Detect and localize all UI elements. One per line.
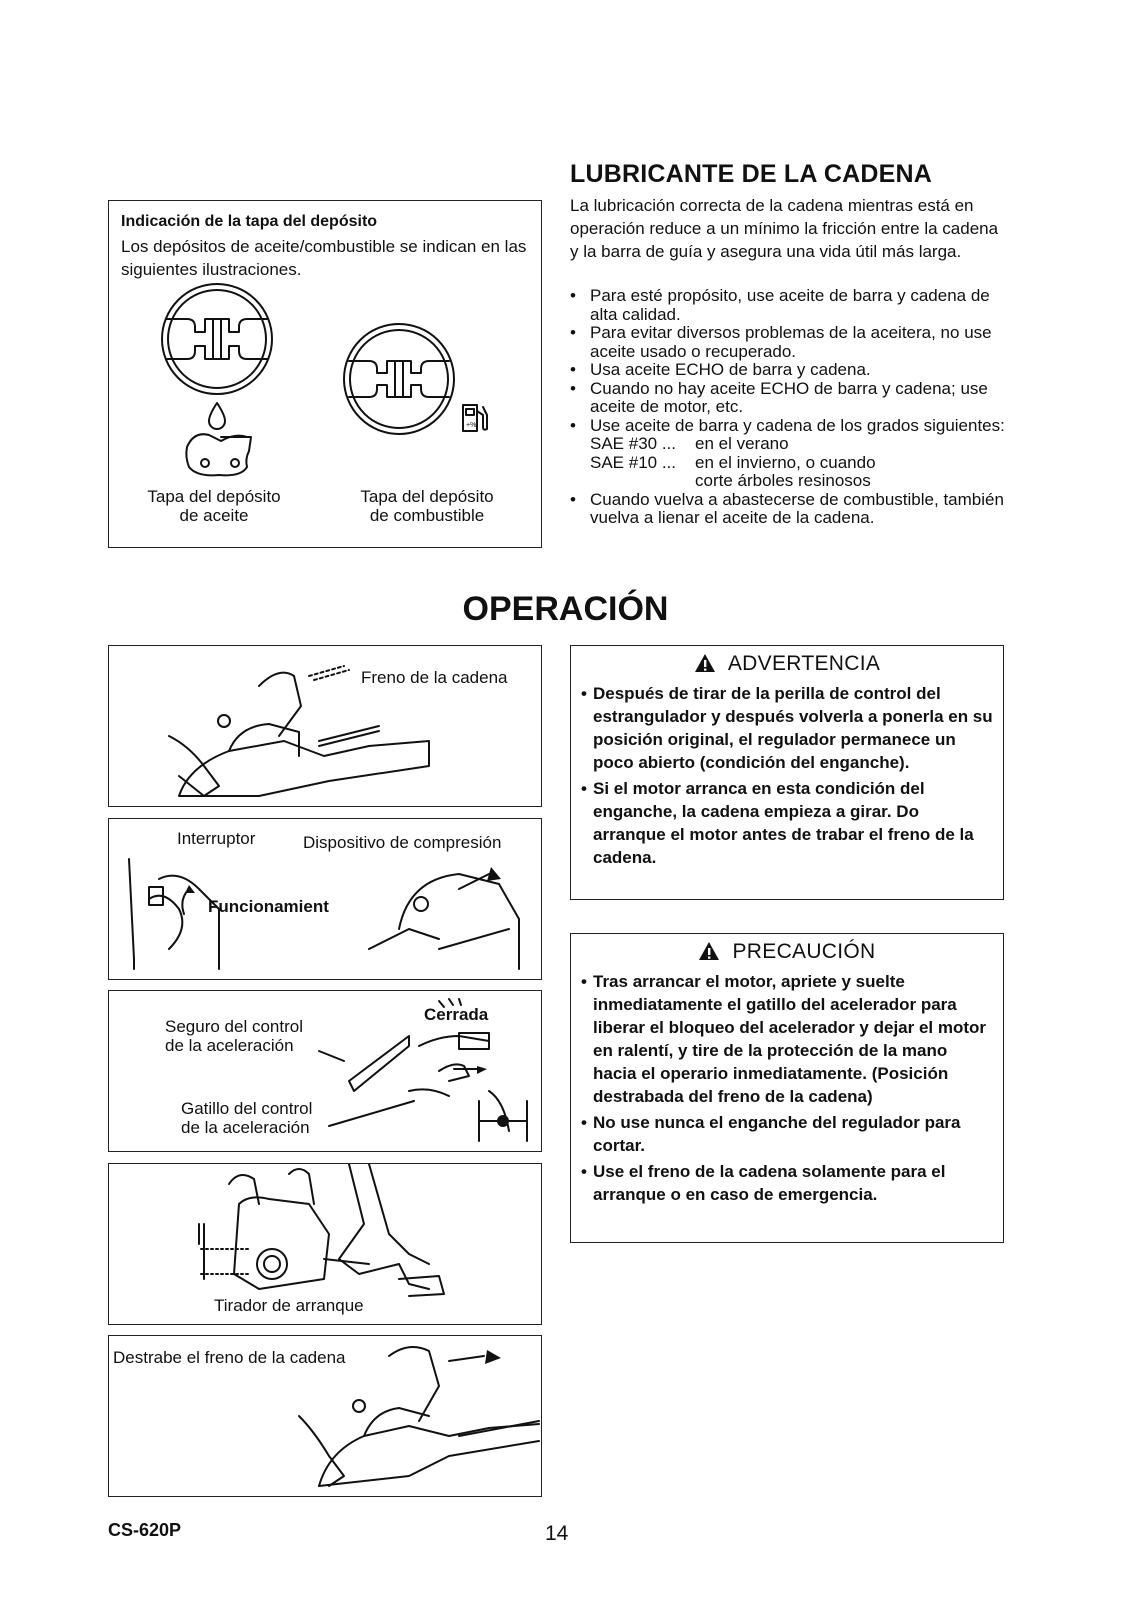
- tank-cap-indication-box: [108, 200, 542, 548]
- throttle-trigger-label-line1: Gatillo del control: [181, 1099, 313, 1118]
- run-position-label: Funcionamient: [208, 897, 329, 916]
- oil-cap-icon: [162, 284, 272, 394]
- throttle-lock-label-line1: Seguro del control: [165, 1017, 303, 1036]
- oil-drop-icon: [209, 403, 225, 429]
- tank-cap-text: Los depósitos de aceite/combustible se indican en las siguientes ilustraciones.: [121, 237, 527, 279]
- closed-label: Cerrada: [424, 1005, 489, 1024]
- list-item: • Si el motor arranca en esta condición del enganche, la cadena empieza a girar. Do arranque el motor antes de trabar el freno de la cadena.: [581, 779, 974, 867]
- lubricant-bullet-list: [570, 287, 1020, 528]
- warning-list: [571, 682, 1003, 878]
- list-item: • Cuando vuelva a abastecerse de combustible, también vuelva a lienar el aceite de la cadena.: [570, 489, 1004, 527]
- figure-switch-decompression: [108, 818, 542, 980]
- caution-title: PRECAUCIÓN: [732, 940, 876, 963]
- oil-cap-label: [114, 487, 314, 525]
- list-item: • Para evitar diversos problemas de la aceitera, no use aceite usado o recuperado.: [570, 323, 992, 361]
- figure-starter-pull: [108, 1163, 542, 1325]
- switch-label: Interruptor: [177, 829, 256, 848]
- throttle-trigger-label-line2: de la aceleración: [181, 1118, 310, 1137]
- svg-text:+%: +%: [466, 422, 477, 429]
- oil-cap-label-line2: de aceite: [179, 506, 249, 525]
- caution-triangle-icon: [698, 941, 720, 961]
- figure-chain-brake: [108, 645, 542, 807]
- figure-throttle-lock: [108, 990, 542, 1152]
- caution-header: [571, 940, 1003, 970]
- footer-model: CS-620P: [108, 1520, 182, 1540]
- fuel-cap-label: [327, 487, 527, 525]
- list-item: • Para esté propósito, use aceite de barra y cadena de alta calidad.: [570, 286, 990, 324]
- list-item: • Use aceite de barra y cadena de los grados siguientes: SAE #30 ... en el verano SAE #10 ... en el invierno, o cuando corte árboles resinosos: [570, 417, 1020, 491]
- figure-release-chain-brake: [108, 1335, 542, 1497]
- chain-link-icon: [186, 434, 251, 475]
- list-item: • Usa aceite ECHO de barra y cadena.: [570, 360, 871, 379]
- fuel-cap-label-line2: de combustible: [369, 506, 485, 525]
- list-item: • Use el freno de la cadena solamente para el arranque o en caso de emergencia.: [581, 1162, 946, 1204]
- tank-cap-title: Indicación de la tapa del depósito: [121, 213, 378, 230]
- release-brake-label: Destrabe el freno de la cadena: [113, 1348, 346, 1367]
- warning-box: [570, 645, 1004, 900]
- warning-header: [571, 652, 1003, 682]
- list-item: • Cuando no hay aceite ECHO de barra y cadena; use aceite de motor, etc.: [570, 378, 988, 416]
- operation-title: OPERACIÓN: [462, 590, 669, 628]
- chain-brake-label: Freno de la cadena: [361, 668, 508, 687]
- decompression-label: Dispositivo de compresión: [303, 833, 502, 852]
- warning-triangle-icon: [694, 653, 716, 673]
- caution-list: [571, 970, 1003, 1215]
- caution-box: [570, 933, 1004, 1243]
- starter-handle-label: Tirador de arranque: [214, 1296, 364, 1315]
- fuel-cap-label-line1: Tapa del depósito: [360, 487, 494, 506]
- fuel-cap-icon: [344, 324, 454, 434]
- warning-title: ADVERTENCIA: [727, 652, 881, 675]
- page-number: 14: [545, 1522, 569, 1545]
- lubricant-title: LUBRICANTE DE LA CADENA: [570, 160, 932, 188]
- lubricant-intro: La lubricación correcta de la cadena mientras está en operación reduce a un mínimo la fricción entre la cadena y la barra de guía y asegura una vida útil más larga.: [570, 196, 999, 261]
- list-item: • No use nunca el enganche del regulador para cortar.: [581, 1113, 961, 1155]
- list-item: • Tras arrancar el motor, apriete y suelte inmediatamente el gatillo del acelerador para liberar el bloqueo del acelerador y dejar el motor en ralentí, y tire de la protección de la mano hacia el operario inmediatamente. (Posición destrabada del freno de la cadena): [581, 972, 987, 1106]
- sae30-row: SAE #30 ... en el verano: [590, 434, 789, 453]
- fuel-pump-icon: [463, 405, 487, 431]
- sae10-row: SAE #10 ... en el invierno, o cuando corte árboles resinosos: [590, 452, 876, 490]
- oil-cap-label-line1: Tapa del depósito: [147, 487, 281, 506]
- list-item: • Después de tirar de la perilla de control del estrangulador y después volverla a ponerla en su posición original, el regulador permanece un poco abierto (condición del enganche).: [581, 684, 993, 772]
- throttle-lock-label-line2: de la aceleración: [165, 1036, 294, 1055]
